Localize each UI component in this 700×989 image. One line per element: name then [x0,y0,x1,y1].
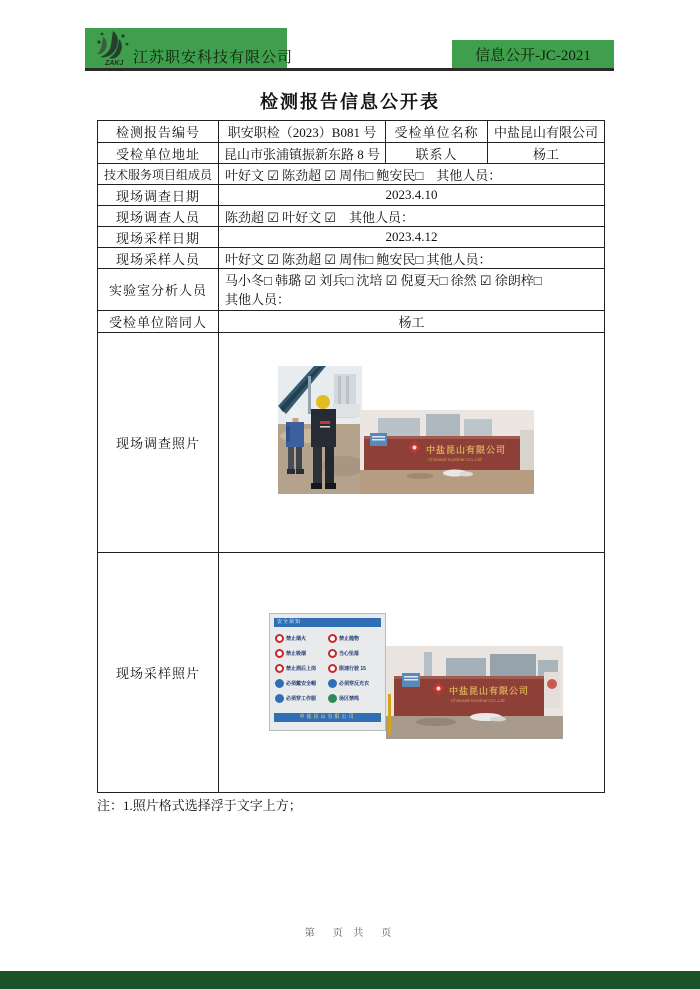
footer-bar [0,971,700,989]
note-text: 注：1.照片格式选择浮于文字上方； [97,798,302,813]
sign-label: 必须穿工作服 [286,696,317,702]
table-row [98,185,605,206]
safety-sign-board [269,613,386,731]
gate-name-text: 中盐昆山有限公司 [449,686,530,696]
sample-staff-value: 叶好文 ☑ 陈劲超 ☑ 周伟□ 鲍安民□ 其他人员： [219,248,605,269]
escort-label: 受检单位陪同人 [98,311,219,333]
sampling-photo-label: 现场采样照片 [98,553,219,793]
header-highlight-left [85,28,294,68]
sign-label: 限速行驶 15 [339,666,366,672]
survey-photo-gate [360,410,534,494]
report-no-label: 检测报告编号 [98,121,219,143]
contact-value: 杨工 [488,143,605,164]
company-logo-icon [93,29,135,67]
contact-label: 联系人 [386,143,488,164]
report-no-value: 职安职检（2023）B081 号 [219,121,386,143]
survey-date-value: 2023.4.10 [219,185,605,206]
table-row [98,143,605,164]
team-label: 技术服务项目组成员 [98,164,219,185]
mandatory-sign-icon [275,694,284,703]
sign-board-rows [275,631,381,706]
table-row [98,164,605,185]
sign-row [275,676,381,691]
lab-staff-value [219,269,605,311]
doc-code: 信息公开-JC-2021 [475,48,591,64]
sign-board-header: 安全须知 [274,618,381,627]
survey-photo [278,366,534,494]
escort-value: 杨工 [219,311,605,333]
header-highlight-right [452,40,614,69]
unit-addr-value: 昆山市张浦镇振新东路 8 号 [219,143,386,164]
info-table [97,120,604,793]
sign-label: 当心坠落 [339,651,360,657]
sign-label: 禁止烟火 [286,636,307,642]
prohibition-sign-icon [275,634,284,643]
unit-name-value: 中盐昆山有限公司 [488,121,605,143]
sign-label: 禁止酒后上岗 [286,666,317,672]
logo-text: ZAKJ [105,60,124,67]
survey-photo-cell [219,333,605,553]
prohibition-sign-icon [328,634,337,643]
gate-en-text: Chinasalt Kunshan Co.,Ltd [451,698,505,703]
table-row [98,553,605,793]
sign-row [275,646,381,661]
sampling-photo [269,613,563,739]
mandatory-sign-icon [328,679,337,688]
lab-staff-line1: 马小冬□ 韩璐 ☑ 刘兵□ 沈培 ☑ 倪夏天□ 徐然 ☑ 徐朗梓□ [225,272,542,288]
sign-label: 必须穿反光衣 [339,681,370,687]
sample-staff-label: 现场采样人员 [98,248,219,269]
lab-staff-label: 实验室分析人员 [98,269,219,311]
sample-date-value: 2023.4.12 [219,227,605,248]
header-rule [85,68,614,71]
survey-staff-label: 现场调查人员 [98,206,219,227]
mandatory-sign-icon [275,679,284,688]
unit-name-label: 受检单位名称 [386,121,488,143]
survey-photo-workers [278,366,362,494]
sign-label: 必须戴安全帽 [286,681,317,687]
prohibition-sign-icon [275,664,284,673]
table-row [98,248,605,269]
sample-date-label: 现场采样日期 [98,227,219,248]
team-value: 叶好文 ☑ 陈劲超 ☑ 周伟□ 鲍安民□ 其他人员： [219,164,605,185]
prohibition-sign-icon [275,649,284,658]
sign-label: 禁止吸烟 [286,651,307,657]
sign-row [275,631,381,646]
table-row [98,269,605,311]
sign-board-footer: 中盐昆山有限公司 [274,713,381,722]
survey-date-label: 现场调查日期 [98,185,219,206]
table-row [98,227,605,248]
unit-addr-label: 受检单位地址 [98,143,219,164]
table-row [98,206,605,227]
gate-name-text: 中盐昆山有限公司 [426,445,507,455]
table-row [98,333,605,553]
page-title: 检测报告信息公开表 [260,92,440,112]
sampling-photo-cell [219,553,605,793]
sign-label: 禁止抛物 [339,636,360,642]
sampling-photo-gate [386,646,563,739]
survey-staff-value: 陈劲超 ☑ 叶好文 ☑ 其他人员： [219,206,605,227]
sign-row [275,661,381,676]
page-number-text: 第 页 共 页 [304,928,396,939]
sign-label: 场区禁鸣 [339,696,360,702]
sign-row [275,691,381,706]
eco-sign-icon [328,694,337,703]
sign-board-corner-mark: ··· [375,619,380,625]
table-row [98,121,605,143]
speed-limit-sign-icon [328,664,337,673]
table-row [98,311,605,333]
gate-en-text: Chinasalt Kunshan Co.,Ltd [428,457,482,462]
warning-sign-icon [328,649,337,658]
survey-photo-label: 现场调查照片 [98,333,219,553]
lab-staff-line2: 其他人员： [225,291,291,307]
company-name: 江苏职安科技有限公司 [133,50,294,66]
